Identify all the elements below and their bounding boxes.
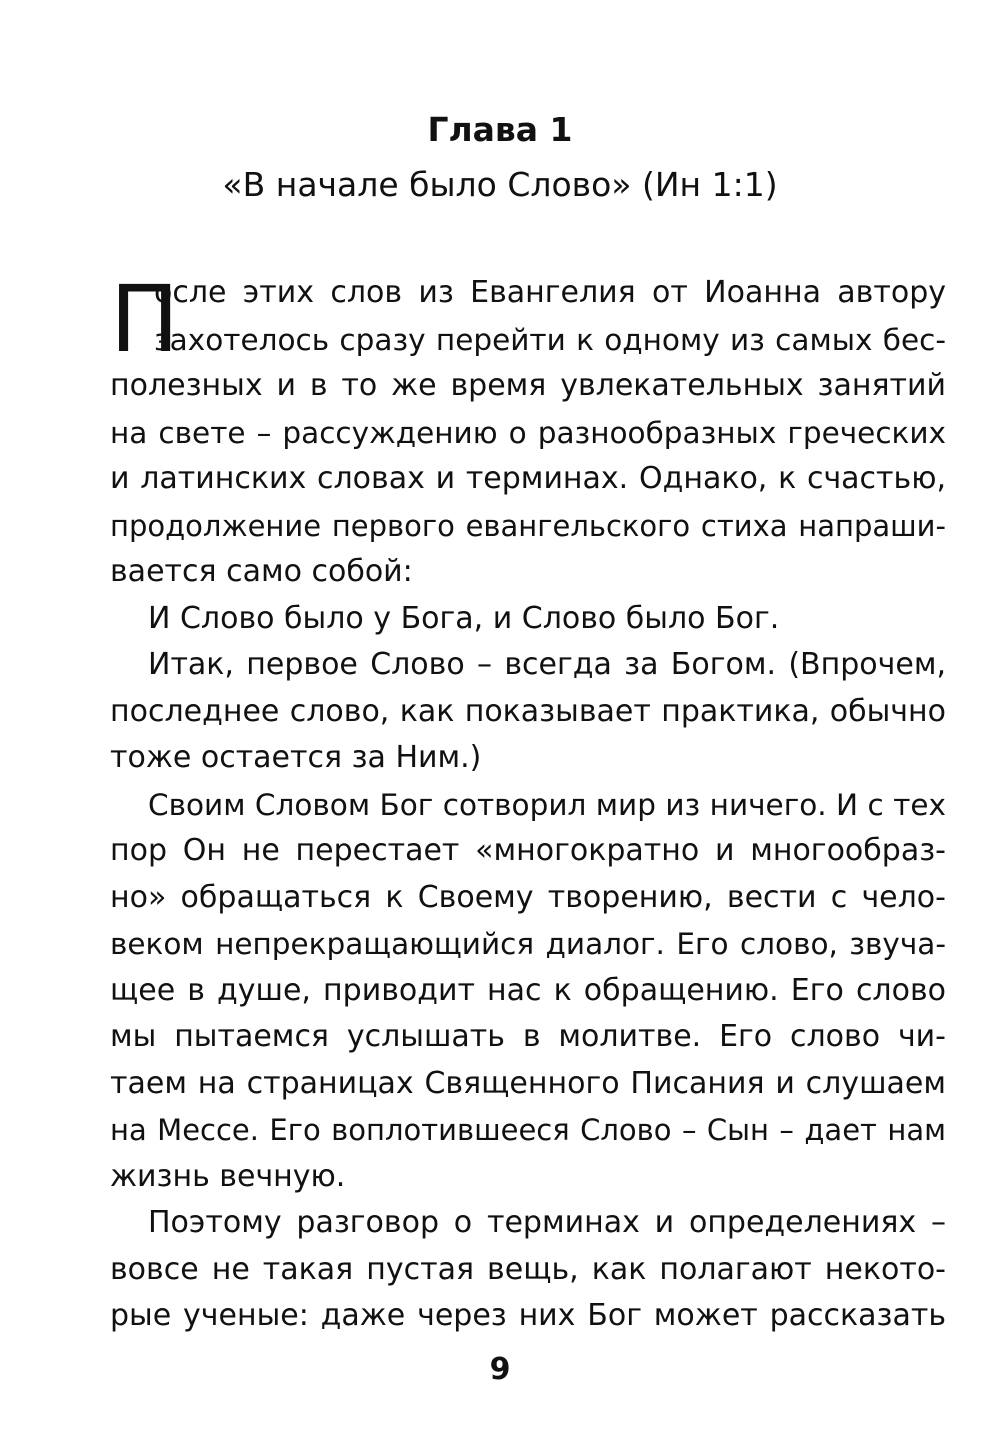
paragraph-line: на Мессе. Его воплотившееся Слово – Сын – дает нам xyxy=(110,1113,946,1147)
paragraph-line: последнее слово, как показывает практика, обычно xyxy=(110,693,946,729)
paragraph-line: Итак, первое Слово – всегда за Богом. (Впрочем, xyxy=(148,647,946,682)
paragraph-line: пор Он не перестает «многократно и многообраз- xyxy=(110,833,946,868)
page-number: 9 xyxy=(489,1352,511,1387)
paragraph-line: на свете – рассуждению о разнообразных греческих xyxy=(110,415,946,450)
paragraph-line: рые ученые: даже через них Бог может рассказать xyxy=(110,1298,946,1333)
paragraph-line: веком непрекращающийся диалог. Его слово, звуча- xyxy=(110,927,946,961)
paragraph-line: и латинских словах и терминах. Однако, к счастью, xyxy=(110,461,946,496)
paragraph-line: вовсе не такая пустая вещь, как полагают некото- xyxy=(110,1251,946,1287)
paragraph-line: жизнь вечную. xyxy=(110,1158,346,1194)
chapter-title: Глава 1 xyxy=(427,110,573,149)
paragraph-line: щее в душе, приводит нас к обращению. Его слово xyxy=(110,972,946,1008)
paragraph-line: Поэтому разговор о терминах и определениях – xyxy=(148,1205,946,1240)
paragraph-line: И Слово было у Бога, и Слово было Бог. xyxy=(148,600,780,636)
paragraph-line: тоже остается за Ним.) xyxy=(110,740,482,775)
paragraph-line: таем на страницах Священного Писания и слушаем xyxy=(110,1065,946,1101)
paragraph-line: мы пытаемся услышать в молитве. Его слово чи- xyxy=(110,1019,946,1054)
body-text xyxy=(110,266,946,1340)
paragraph-line: полезных и в то же время увлекательных занятий xyxy=(110,368,946,403)
paragraph-line: вается само собой: xyxy=(110,554,413,589)
drop-cap: П xyxy=(110,266,180,373)
chapter-subtitle: «В начале было Слово» (Ин 1:1) xyxy=(222,165,778,204)
paragraph-line: захотелось сразу перейти к одному из самых бес- xyxy=(154,322,946,357)
paragraph-line-text: осле этих слов из Евангелия от Иоанна автору xyxy=(154,275,946,310)
paragraph-line: Своим Словом Бог сотворил мир из ничего. И с тех xyxy=(148,787,946,822)
paragraph-line: но» обращаться к Своему творению, вести с чело- xyxy=(110,879,946,915)
paragraph-line: продолжение первого евангельского стиха напраши- xyxy=(110,508,946,543)
